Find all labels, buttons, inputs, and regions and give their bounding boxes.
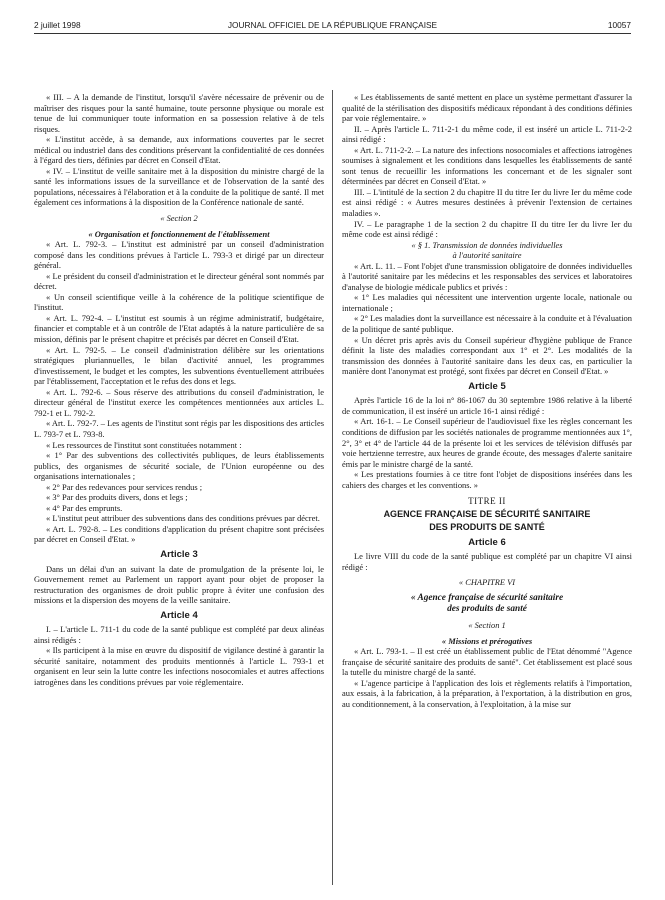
article-heading: Article 3 [160, 548, 198, 560]
paragraph: « Les prestations fournies à ce titre font l'objet de dispositions insérées dans les cahiers des charges et les conventions. » [342, 469, 632, 490]
paragraph: « Art. L. 11. – Font l'objet d'une transmission obligatoire de données individuelles à l'autorité sanitaire par les médecins et les responsables des services et laboratoires d'analyse de biologie médicale publics et privés : [342, 260, 632, 292]
title-heading-line1: AGENCE FRANÇAISE DE SÉCURITÉ SANITAIRE [383, 508, 591, 519]
paragraph: « L'agence participe à l'application des lois et règlements relatifs à l'importation, aux essais, à la fabrication, à la préparation, à l'exportation, à la distribution en gros, au conditionnement, à la conservation, à l'exploitation, à la mise sur [342, 677, 632, 709]
section-title: « Missions et prérogatives [441, 635, 533, 646]
paragraph: « Art. L. 793-1. – Il est créé un établissement public de l'Etat dénommé "Agence française de sécurité sanitaire des produits de santé". Cet établissement est placé sous la tutelle du ministre chargé de la santé. [342, 646, 632, 678]
paragraph: « L'institut accède, à sa demande, aux informations couvertes par le secret médical ou industriel dans des conditions préservant la confidentialité de ces données à l'égard des tiers, définies par décret en Conseil d'Etat. [34, 134, 324, 166]
section-heading: « Section 2 [160, 213, 198, 224]
paragraph: « Art. L. 792-8. – Les conditions d'application du présent chapitre sont précisées par décret en Conseil d'Etat. » [34, 523, 324, 545]
paragraph: « Art. L. 792-4. – L'institut est soumis à un régime administratif, budgétaire, financier et comptable et à un contrôle de l'Etat adaptés à la nature particulière de sa mission, définis par le présent chapitre et précisés par décret en Conseil d'Etat. [34, 312, 324, 345]
paragraph: « Les ressources de l'institut sont constituées notamment : [46, 439, 242, 450]
section-title: « Organisation et fonctionnement de l'établissement [88, 228, 270, 239]
paragraph: II. – Après l'article L. 711-2-1 du même code, il est inséré un article L. 711-2-2 ainsi rédigé : [342, 123, 632, 145]
paragraph: « 2° Les maladies dont la surveillance est nécessaire à la conduite et à l'évaluation de la politique de santé publique. [342, 313, 632, 335]
paragraph: « III. – A la demande de l'institut, lorsqu'il s'avère nécessaire de prévenir ou de maîtriser des risques pour la santé humaine, toute personne physique ou morale est tenue de lui communiquer toute information en sa possession relative à de tels risques. [34, 92, 324, 134]
page-number: 10057 [607, 20, 631, 30]
title-heading-line2: DES PRODUITS DE SANTÉ [429, 521, 545, 532]
subsection-title: « § 1. Transmission de données individuelles [411, 239, 563, 250]
paragraph: Après l'article 16 de la loi n° 86-1067 du 30 septembre 1986 relative à la liberté de communication, il est inséré un article 16-1 ainsi rédigé : [342, 395, 632, 416]
paragraph: « L'institut peut attribuer des subventions dans des conditions prévues par décret. [46, 513, 320, 524]
article-heading: Article 4 [160, 609, 198, 621]
paragraph: Dans un délai d'un an suivant la date de promulgation de la présente loi, le Gouvernement remet au Parlement un rapport ayant pour objet de proposer la restructuration des organismes de droit public propre à éviter une confusion des missions et la dispersion des moyens de la veille sanitaire. [34, 563, 324, 606]
header-date: 2 juillet 1998 [34, 20, 81, 30]
paragraph: « Les établissements de santé mettent en place un système permettant d'assurer la qualité de la stérilisation des dispositifs médicaux répondant à des conditions définies par voie réglementaire. » [342, 92, 632, 124]
chapter-title-line1: « Agence française de sécurité sanitaire [410, 592, 564, 603]
chapter-heading: « CHAPITRE VI [458, 577, 516, 588]
paragraph: « Art. L. 792-6. – Sous réserve des attributions du conseil d'administration, le directeur général de l'institut exerce les compétences mentionnées aux articles L. 792-1 et L. 792-2. [34, 386, 324, 418]
article-heading: Article 6 [468, 536, 506, 548]
paragraph: « Un décret pris après avis du Conseil supérieur d'hygiène publique de France définit la liste des maladies correspondant aux 1° et 2°. Les modalités de la transmission des données à l'autorité sanitaire dans les deux cas, en particulier la manière dont l'anonymat est protégé, sont fixées par décret en Conseil d'Etat. » [342, 334, 632, 377]
paragraph: « 1° Par des subventions des collectivités publiques, de leurs établissements publics, des organismes de sécurité sociale, de l'Union européenne ou des organisations internationales ; [34, 450, 324, 482]
paragraph: « 1° Les maladies qui nécessitent une intervention urgente locale, nationale ou internationale ; [342, 292, 632, 313]
subsection-title-cont: à l'autorité sanitaire [452, 250, 522, 261]
paragraph: « Art. L. 792-3. – L'institut est administré par un conseil d'administration composé dans les conditions prévues à l'article L. 793-3 et dirigé par un directeur général. [34, 239, 324, 271]
paragraph: « 3° Par des produits divers, dons et legs ; [46, 492, 188, 503]
paragraph: « 4° Par des emprunts. [46, 502, 123, 513]
page-header [34, 20, 631, 34]
paragraph: « Un conseil scientifique veille à la cohérence de la politique scientifique de l'institut. [34, 291, 324, 313]
section-heading: « Section 1 [468, 619, 506, 630]
title-number: TITRE II [468, 496, 506, 507]
paragraph: IV. – Le paragraphe 1 de la section 2 du chapitre II du titre Ier du livre Ier du même code est ainsi rédigé : [342, 218, 632, 240]
paragraph: « 2° Par des redevances pour services rendus ; [46, 481, 203, 492]
journal-title: JOURNAL OFFICIEL DE LA RÉPUBLIQUE FRANÇAISE [227, 20, 438, 30]
header-rule [34, 33, 631, 34]
chapter-title-line2: des produits de santé [447, 603, 527, 614]
paragraph: « IV. – L'institut de veille sanitaire met à la disposition du ministre chargé de la santé les informations issues de la surveillance et de l'observation de la santé des populations, nécessaires à l'élaboration et à la conduite de la politique de santé. Il met également ces informations à la disposition de la Conférence nationale de santé. [34, 165, 324, 208]
paragraph: « Art. 16-1. – Le Conseil supérieur de l'audiovisuel fixe les règles concernant les conditions de diffusion par les sociétés nationales de programme mentionnées aux 1°, 2°, 3° et 4° de l'article 44 de la présente loi et les services de télévision diffusés par voie hertzienne terrestre, aux heures de grande écoute, des messages d'alerte sanitaire émis par le ministre chargé de la santé. [342, 416, 632, 469]
paragraph: « Le président du conseil d'administration et le directeur général sont nommés par décret. [34, 270, 324, 292]
left-column [34, 92, 324, 688]
article-heading: Article 5 [468, 380, 506, 392]
paragraph: I. – L'article L. 711-1 du code de la santé publique est complété par deux alinéas ainsi rédigés : [34, 624, 324, 645]
paragraph: « Art. L. 792-5. – Le conseil d'administration délibère sur les orientations stratégiques pluriannuelles, le bilan d'activité annuel, les programmes d'investissement, le budget et les comptes, les subventions éventuellement attribuées par l'établissement, l'acceptation et le refus des dons et legs. [34, 344, 324, 387]
right-column [342, 92, 632, 709]
paragraph: III. – L'intitulé de la section 2 du chapitre II du titre Ier du livre Ier du même code est ainsi rédigé : « Autres mesures destinées à prévenir l'extension de certaines maladies ». [342, 186, 632, 219]
paragraph: « Art. L. 792-7. – Les agents de l'institut sont régis par les dispositions des articles L. 793-7 et L. 793-8. [34, 418, 324, 439]
paragraph: « Ils participent à la mise en œuvre du dispositif de vigilance destiné à garantir la sécurité sanitaire, notamment des produits mentionnés à l'article L. 793-1 et organisent en leur sein la lutte contre les infections nosocomiales et autres affections iatrogènes dans les conditions prévues par voie réglementaire. [34, 645, 324, 687]
paragraph: « Art. L. 711-2-2. – La nature des infections nosocomiales et affections iatrogènes soumises à signalement et les conditions dans lesquelles les établissements de santé sont tenus de recueillir les informations les concernant et de les signaler sont déterminées par décret en Conseil d'Etat. » [342, 144, 632, 187]
column-divider [332, 90, 333, 885]
paragraph: Le livre VIII du code de la santé publique est complété par un chapitre VI ainsi rédigé : [342, 551, 632, 572]
